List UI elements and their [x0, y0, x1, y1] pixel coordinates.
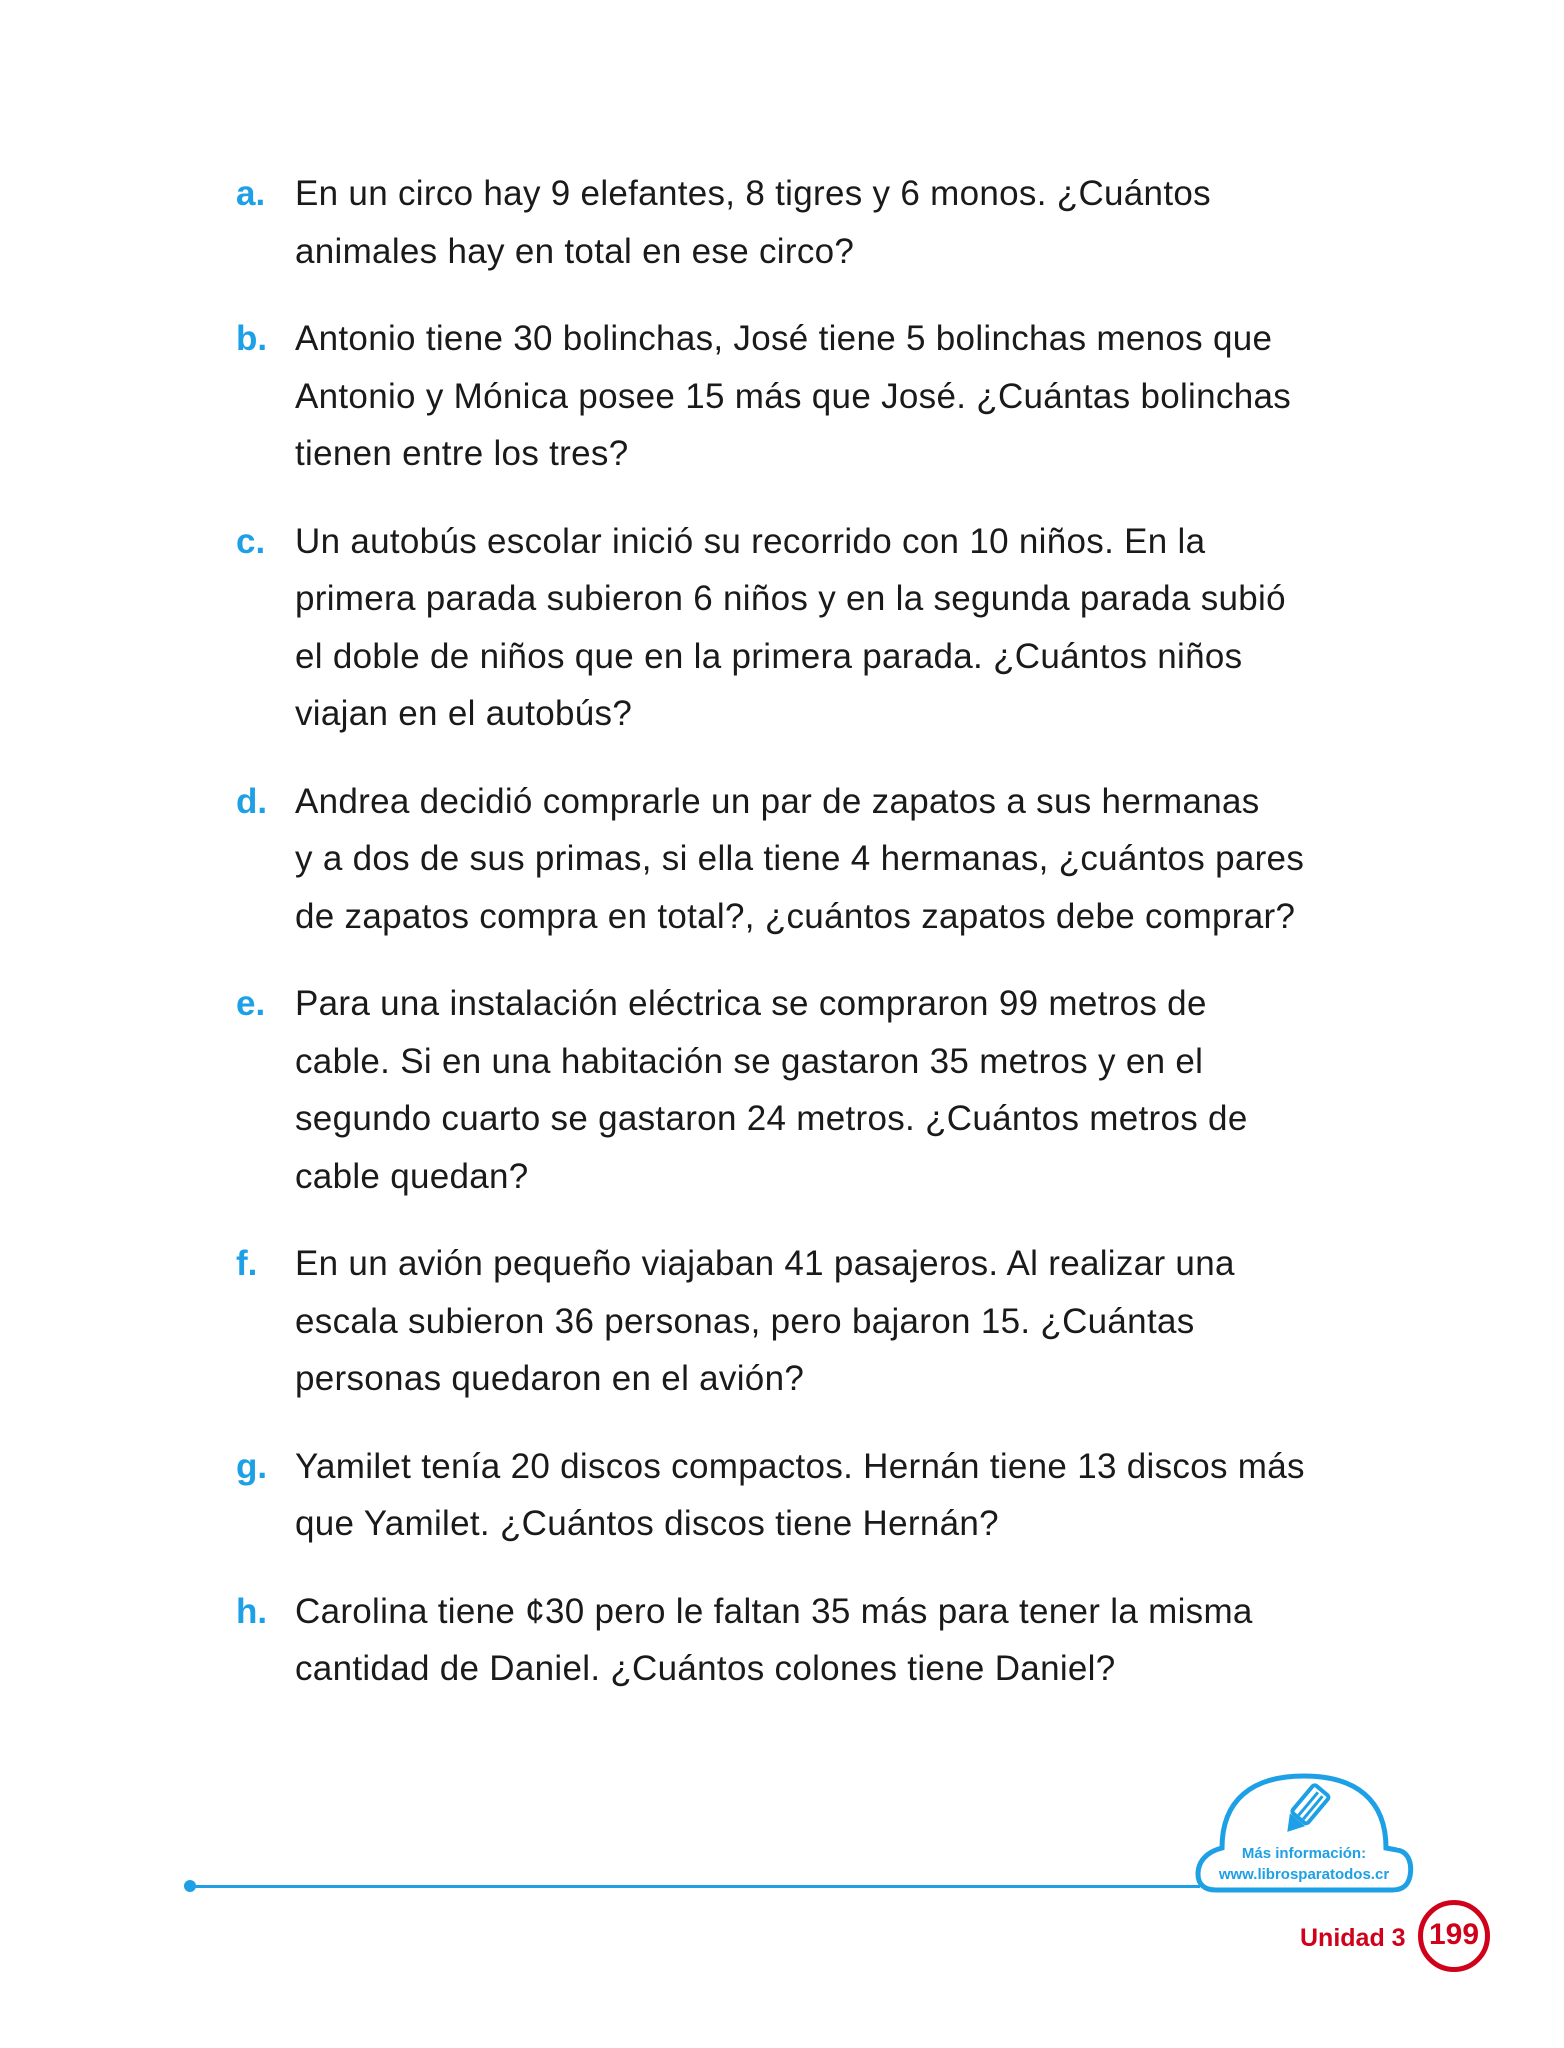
problem-text-line: Andrea decidió comprarle un par de zapatos a sus hermanas: [295, 781, 1260, 821]
problem-text-line: En un avión pequeño viajaban 41 pasajeros. Al realizar una: [295, 1244, 1235, 1283]
problem-letter: d.: [236, 781, 268, 821]
info-url-link[interactable]: www.librosparatodos.cr: [1218, 1866, 1390, 1883]
footer-rule: [190, 1885, 1200, 1888]
problem-letter: b.: [236, 319, 268, 358]
problem-text-line: tienen entre los tres?: [295, 434, 629, 473]
problem-letter: c.: [236, 521, 266, 561]
problem-text-line: de zapatos compra en total?, ¿cuántos zapatos debe comprar?: [295, 896, 1296, 936]
problem-letter: a.: [236, 174, 266, 213]
problem-text-line: escala subieron 36 personas, pero bajaron 15. ¿Cuántas: [295, 1301, 1195, 1341]
problem-text-line: y a dos de sus primas, si ella tiene 4 hermanas, ¿cuántos pares: [295, 839, 1305, 878]
problem-text-line: cable. Si en una habitación se gastaron 35 metros y en el: [295, 1041, 1204, 1081]
problem-text-line: Antonio tiene 30 bolinchas, José tiene 5 bolinchas menos que: [295, 319, 1273, 358]
problem-text-line: cantidad de Daniel. ¿Cuántos colones tiene Daniel?: [295, 1649, 1116, 1688]
problem-text-line: animales hay en total en ese circo?: [295, 231, 855, 271]
problem-text-line: que Yamilet. ¿Cuántos discos tiene Hernán?: [295, 1504, 999, 1543]
problem-item: [236, 1235, 1436, 1408]
problem-item: [236, 773, 1436, 946]
problem-text-line: Carolina tiene ¢30 pero le faltan 35 más para tener la misma: [295, 1591, 1253, 1631]
problem-item: [236, 1583, 1436, 1698]
info-label: Más información:: [1241, 1845, 1367, 1862]
problem-letter: g.: [236, 1446, 268, 1486]
problem-item: [236, 1438, 1436, 1553]
problem-text-line: Yamilet tenía 20 discos compactos. Hernán tiene 13 discos más: [295, 1446, 1305, 1486]
problem-text-line: primera parada subieron 6 niños y en la segunda parada subió: [295, 579, 1286, 618]
problem-text-line: personas quedaron en el avión?: [295, 1359, 805, 1398]
problem-item: [236, 310, 1436, 483]
problem-text-line: Antonio y Mónica posee 15 más que José. ¿Cuántas bolinchas: [295, 376, 1292, 416]
problem-text-line: segundo cuarto se gastaron 24 metros. ¿Cuántos metros de: [295, 1099, 1248, 1138]
problem-text-line: En un circo hay 9 elefantes, 8 tigres y 6 monos. ¿Cuántos: [295, 174, 1211, 213]
problem-text-line: Un autobús escolar inició su recorrido con 10 niños. En la: [295, 521, 1206, 561]
problem-text-line: cable quedan?: [295, 1156, 529, 1196]
page-number: 199: [1418, 1900, 1490, 1972]
problem-letter: h.: [236, 1591, 268, 1631]
problem-list: [236, 165, 1436, 1728]
problem-letter: f.: [236, 1244, 258, 1283]
problem-letter: e.: [236, 984, 266, 1023]
problem-text-line: Para una instalación eléctrica se compraron 99 metros de: [295, 984, 1207, 1023]
problem-item: [236, 513, 1436, 743]
problem-item: [236, 165, 1436, 280]
unit-label: Unidad 3: [1300, 1924, 1406, 1952]
problem-item: [236, 975, 1436, 1205]
problem-text-line: viajan en el autobús?: [295, 694, 633, 733]
problem-text-line: el doble de niños que en la primera parada. ¿Cuántos niños: [295, 636, 1243, 676]
